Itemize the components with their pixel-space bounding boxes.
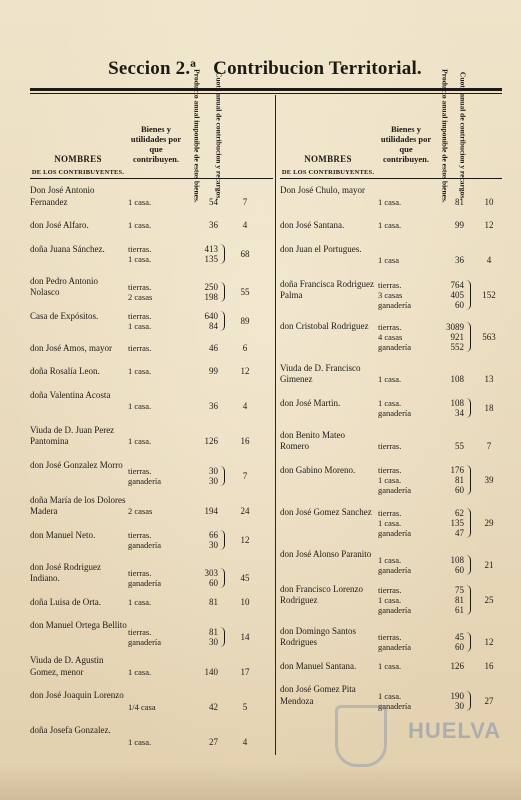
producto-cell: 108	[450, 374, 464, 384]
contributor-name: don José Gomez Sanchez	[280, 506, 372, 517]
producto-cell: 30	[209, 636, 218, 647]
producto-cell: 190	[450, 690, 464, 701]
cuota-cell: 4	[242, 736, 248, 747]
table-row	[30, 388, 273, 423]
table-row	[30, 653, 273, 688]
contributor-name: don José Martin.	[280, 397, 341, 408]
bienes-cell: 1/4 casa	[128, 701, 156, 712]
table-row	[280, 218, 502, 242]
bienes-cell: ganadería	[378, 484, 412, 495]
contributor-name: don José Gonzalez Morro	[30, 459, 123, 470]
table-row	[280, 242, 502, 277]
grouping-brace	[466, 465, 471, 495]
bienes-cell: tierras.	[378, 441, 402, 451]
cuota-cell: 5	[242, 701, 248, 712]
bienes-cell: 1 casa.	[378, 474, 402, 485]
producto-header-text: Producto anual imponible de estos bienes.	[192, 69, 202, 203]
table-row	[280, 183, 502, 218]
contributor-name: doña Luisa de Orta.	[30, 596, 101, 607]
table-row	[30, 618, 273, 653]
bienes-cell: ganadería	[128, 636, 162, 647]
producto-cell: 81	[455, 474, 464, 485]
bienes-cell: 1 casa.	[128, 596, 152, 607]
contributor-name: Viuda de D. Juan Perez Pantomina	[30, 424, 115, 446]
contributor-name: don Pedro Antonio Nolasco	[30, 275, 99, 297]
cuota-header-text: Cuota anual de contribucion y recargos.	[458, 71, 468, 201]
column-divider	[275, 95, 276, 755]
contributor-name: don José Alonso Paranito	[280, 548, 372, 559]
contributor-name: doña Valentina Acosta	[30, 389, 111, 400]
bienes-cell: 2 casas	[128, 292, 153, 302]
cuota-cell: 12	[240, 366, 250, 376]
cuota-cell: 12	[484, 220, 494, 230]
bienes-cell: ganadería	[128, 539, 162, 550]
producto-cell: 126	[204, 436, 218, 446]
bienes-cell: ganadería	[128, 476, 162, 486]
bienes-cell: tierras.	[378, 632, 402, 642]
bienes-cell: 1 casa.	[128, 401, 152, 411]
producto-cell: 46	[209, 342, 218, 353]
producto-cell: 60	[455, 484, 464, 495]
bienes-cell: 1 casa.	[378, 374, 402, 384]
producto-header	[438, 69, 452, 203]
grouping-brace	[466, 691, 471, 711]
cuota-cell: 14	[240, 631, 250, 642]
grouping-brace	[466, 322, 471, 352]
table-row	[280, 547, 502, 582]
producto-cell: 921	[450, 332, 464, 342]
cuota-cell: 4	[486, 255, 492, 265]
producto-cell: 176	[450, 464, 464, 475]
contributor-name: Viuda de D. Agustin Gomez, menor	[30, 655, 104, 677]
contributor-name: don José Alfaro.	[30, 220, 89, 230]
bienes-cell: ganadería	[378, 605, 412, 615]
archive-watermark: HUELVA	[408, 718, 502, 743]
contributor-name: don Francisco Lorenzo Rodriguez	[280, 583, 363, 605]
cuota-cell: 10	[484, 196, 494, 207]
producto-cell: 99	[455, 220, 464, 230]
bienes-cell: 4 casas	[378, 332, 403, 342]
cuota-cell: 25	[484, 595, 494, 605]
bienes-cell: ganadería	[378, 342, 412, 352]
bienes-cell: tierras.	[378, 585, 402, 595]
cuota-cell: 7	[242, 196, 248, 207]
contributor-name: don Benito Mateo Romero	[280, 429, 345, 451]
cuota-cell: 16	[484, 660, 494, 671]
bienes-cell: 1 casa.	[128, 736, 152, 747]
cuota-cell: 18	[484, 402, 494, 413]
producto-cell: 81	[455, 196, 464, 207]
producto-cell: 75	[455, 585, 464, 595]
grouping-brace	[466, 585, 471, 615]
bienes-cell: tierras.	[378, 280, 402, 290]
header-rule-thin	[30, 93, 502, 94]
producto-cell: 405	[450, 290, 464, 300]
producto-cell: 250	[204, 282, 218, 292]
bienes-cell: 1 casa.	[378, 196, 402, 207]
cuota-cell: 10	[240, 596, 250, 607]
bienes-cell: 1 casa.	[378, 518, 402, 528]
contributor-name: Casa de Expósitos.	[30, 310, 99, 321]
bienes-header: Bienes y utilidades por que contribuyen.	[380, 124, 432, 164]
grouping-brace	[220, 530, 225, 550]
table-row	[280, 428, 502, 463]
contributor-name: Don José Chulo, mayor	[280, 185, 365, 195]
cuota-cell: 563	[482, 332, 496, 342]
grouping-brace	[220, 466, 225, 486]
producto-cell: 27	[209, 736, 218, 747]
contributor-name: don José Rodriguez Indiano.	[30, 561, 101, 583]
bienes-cell: 1 casa.	[128, 253, 152, 264]
table-row	[30, 364, 273, 388]
table-row	[30, 528, 273, 560]
producto-cell: 81	[209, 596, 218, 607]
producto-cell: 60	[455, 642, 464, 652]
contributor-name: doña Josefa Gonzalez.	[30, 725, 111, 735]
grouping-brace	[466, 398, 471, 418]
grouping-brace	[466, 555, 471, 575]
producto-cell: 36	[209, 220, 218, 230]
cuota-cell: 17	[240, 666, 250, 677]
names-header: NOMBRES	[304, 154, 352, 164]
contributor-name: don Manuel Ortega Bellito	[30, 620, 127, 630]
bienes-cell: 3 casas	[378, 290, 403, 300]
cuota-cell: 152	[482, 290, 496, 300]
table-row	[280, 396, 502, 428]
grouping-brace	[220, 627, 225, 647]
producto-cell: 640	[204, 310, 218, 321]
bienes-cell: 1 casa.	[378, 595, 402, 605]
cuota-cell: 16	[240, 436, 250, 446]
contributor-name: don Gabino Moreno.	[280, 464, 356, 475]
producto-cell: 413	[204, 243, 218, 254]
bienes-cell: 1 casa.	[128, 320, 152, 331]
table-row	[30, 458, 273, 493]
producto-cell: 47	[455, 528, 464, 538]
table-row	[280, 361, 502, 396]
contributor-name: don Domingo Santos Rodrigues	[280, 625, 357, 647]
contributor-name: don Manuel Neto.	[30, 529, 96, 540]
section-number: Seccion 2.ª	[108, 58, 197, 79]
cuota-cell: 89	[240, 315, 250, 326]
contributor-name: doña Francisca Rodriguez Palma	[280, 278, 374, 300]
table-row	[30, 242, 273, 274]
producto-cell: 30	[209, 466, 218, 476]
bienes-cell: tierras.	[128, 342, 152, 353]
bienes-cell: ganadería	[378, 642, 412, 652]
grouping-brace	[220, 311, 225, 331]
contributor-name: don Manuel Santana.	[280, 660, 357, 671]
producto-cell: 60	[455, 565, 464, 575]
bienes-cell: tierras.	[128, 282, 152, 292]
grouping-brace	[466, 508, 471, 538]
producto-cell: 108	[450, 397, 464, 408]
table-row	[280, 659, 502, 683]
grouping-brace	[220, 282, 225, 302]
cuota-cell: 4	[242, 401, 248, 411]
bienes-cell: tierras.	[128, 310, 152, 321]
header-rule	[30, 88, 502, 91]
bienes-cell: 1 casa.	[378, 555, 402, 565]
producto-cell: 84	[209, 320, 218, 331]
producto-cell: 303	[204, 568, 218, 578]
producto-cell: 34	[455, 407, 464, 418]
names-header: NOMBRES	[54, 154, 102, 164]
cuota-cell: 29	[484, 518, 494, 528]
producto-cell: 108	[450, 555, 464, 565]
contributor-name: don José Santana.	[280, 220, 345, 230]
producto-cell: 36	[455, 255, 464, 265]
producto-cell: 36	[209, 401, 218, 411]
table-row	[30, 688, 273, 723]
table-row	[30, 218, 273, 242]
producto-cell: 30	[455, 700, 464, 711]
table-row	[30, 560, 273, 595]
bienes-cell: ganadería	[378, 300, 412, 310]
bienes-cell: 1 casa.	[128, 436, 152, 446]
cuota-cell: 68	[240, 248, 250, 259]
section-title: Contribucion Territorial.	[213, 58, 422, 79]
producto-cell: 30	[209, 476, 218, 486]
producto-cell: 135	[450, 518, 464, 528]
producto-cell: 552	[450, 342, 464, 352]
bienes-cell: 1 casa.	[378, 220, 402, 230]
producto-cell: 54	[209, 196, 218, 207]
page-shade	[0, 764, 521, 800]
producto-cell: 140	[204, 666, 218, 677]
contributor-name: don José Gomez Pita Mendoza	[280, 684, 356, 706]
cuota-header	[456, 71, 470, 201]
bienes-cell: 2 casas	[128, 506, 153, 516]
bienes-cell: ganadería	[378, 700, 412, 711]
cuota-header	[212, 71, 226, 201]
bienes-cell: 1 casa.	[128, 220, 152, 230]
cuota-cell: 12	[240, 534, 250, 545]
grouping-brace	[466, 280, 471, 310]
bienes-cell: tierras.	[128, 626, 152, 637]
cuota-cell: 39	[484, 474, 494, 485]
table-row	[280, 582, 502, 624]
producto-cell: 55	[455, 441, 464, 451]
table-row	[30, 183, 273, 218]
bienes-cell: tierras.	[128, 466, 152, 476]
contributor-name: don José Joaquin Lorenzo	[30, 690, 124, 700]
producto-header	[190, 69, 204, 203]
archive-crest-stamp	[335, 705, 387, 767]
producto-cell: 198	[204, 292, 218, 302]
producto-cell: 60	[209, 578, 218, 588]
grouping-brace	[220, 244, 225, 264]
table-row	[280, 319, 502, 361]
table-row	[30, 309, 273, 341]
contributor-name: don José Amos, mayor	[30, 342, 112, 353]
names-subheader: DE LOS CONTRIBUYENTES.	[281, 169, 375, 176]
cuota-cell: 45	[240, 573, 250, 583]
producto-cell: 81	[209, 626, 218, 637]
contributor-name: doña María de los Dolores Madera	[30, 494, 126, 516]
cuota-cell: 12	[484, 637, 494, 647]
page-header	[30, 58, 500, 86]
contributor-name: doña Juana Sánchez.	[30, 243, 105, 254]
bienes-cell: 1 casa.	[378, 660, 402, 671]
table-row	[280, 277, 502, 319]
cuota-header-text: Cuota anual de contribucion y recargos.	[214, 71, 224, 201]
bienes-cell: tierras.	[128, 529, 152, 540]
cuota-cell: 21	[484, 560, 494, 570]
grouping-brace	[220, 568, 225, 588]
bienes-cell: tierras.	[378, 464, 402, 475]
bienes-cell: 1 casa.	[128, 666, 152, 677]
cuota-cell: 24	[240, 506, 250, 516]
contributor-name: doña Rosalía Leon.	[30, 366, 100, 376]
table-row	[280, 463, 502, 505]
producto-cell: 126	[450, 660, 464, 671]
right-table	[280, 69, 502, 711]
left-table	[30, 69, 273, 747]
bienes-cell: 1 casa.	[128, 196, 152, 207]
table-row	[280, 505, 502, 547]
bienes-cell: 1 casa	[378, 255, 400, 265]
contributor-name: don Juan el Portugues.	[280, 243, 362, 254]
producto-header-text: Producto anual imponible de estos bienes.	[440, 69, 450, 203]
table-row	[30, 274, 273, 309]
cuota-cell: 27	[484, 695, 494, 706]
cuota-cell: 7	[486, 441, 492, 451]
producto-cell: 62	[455, 508, 464, 518]
names-subheader: DE LOS CONTRIBUYENTES.	[31, 169, 125, 176]
contributor-name: don Cristobal Rodriguez	[280, 320, 369, 331]
cuota-cell: 55	[240, 287, 250, 297]
table-row	[30, 723, 273, 758]
bienes-cell: 1 casa.	[378, 397, 402, 408]
producto-cell: 3089	[446, 322, 464, 332]
producto-cell: 42	[209, 701, 218, 712]
bienes-cell: tierras.	[378, 322, 402, 332]
table-row	[280, 624, 502, 659]
producto-cell: 99	[209, 366, 218, 376]
producto-cell: 764	[450, 280, 464, 290]
cuota-cell: 4	[242, 220, 248, 230]
producto-cell: 135	[204, 253, 218, 264]
table-row	[30, 493, 273, 528]
producto-cell: 81	[455, 595, 464, 605]
bienes-cell: tierras.	[128, 243, 152, 254]
bienes-cell: ganadería	[378, 407, 412, 418]
bienes-cell: 1 casa.	[378, 690, 402, 701]
contributor-name: Don José Antonio Fernandez	[30, 185, 95, 207]
bienes-cell: tierras.	[378, 508, 402, 518]
producto-cell: 61	[455, 605, 464, 615]
bienes-cell: ganadería	[378, 565, 412, 575]
producto-cell: 30	[209, 539, 218, 550]
bienes-cell: tierras.	[128, 568, 152, 578]
cuota-cell: 13	[484, 374, 494, 384]
producto-cell: 194	[204, 506, 218, 516]
table-row	[30, 423, 273, 458]
table-row	[30, 595, 273, 619]
grouping-brace	[466, 632, 471, 652]
cuota-cell: 6	[242, 342, 248, 353]
bienes-cell: 1 casa.	[128, 366, 152, 376]
bienes-cell: ganadería	[128, 578, 162, 588]
table-row	[280, 682, 502, 717]
cuota-cell: 7	[242, 471, 248, 481]
contributor-name: Viuda de D. Francisco Gimenez	[280, 362, 361, 384]
producto-cell: 66	[209, 529, 218, 540]
bienes-cell: ganadería	[378, 528, 412, 538]
table-row	[30, 341, 273, 365]
producto-cell: 60	[455, 300, 464, 310]
bienes-header: Bienes y utilidades por que contribuyen.	[130, 124, 182, 164]
producto-cell: 45	[455, 632, 464, 642]
